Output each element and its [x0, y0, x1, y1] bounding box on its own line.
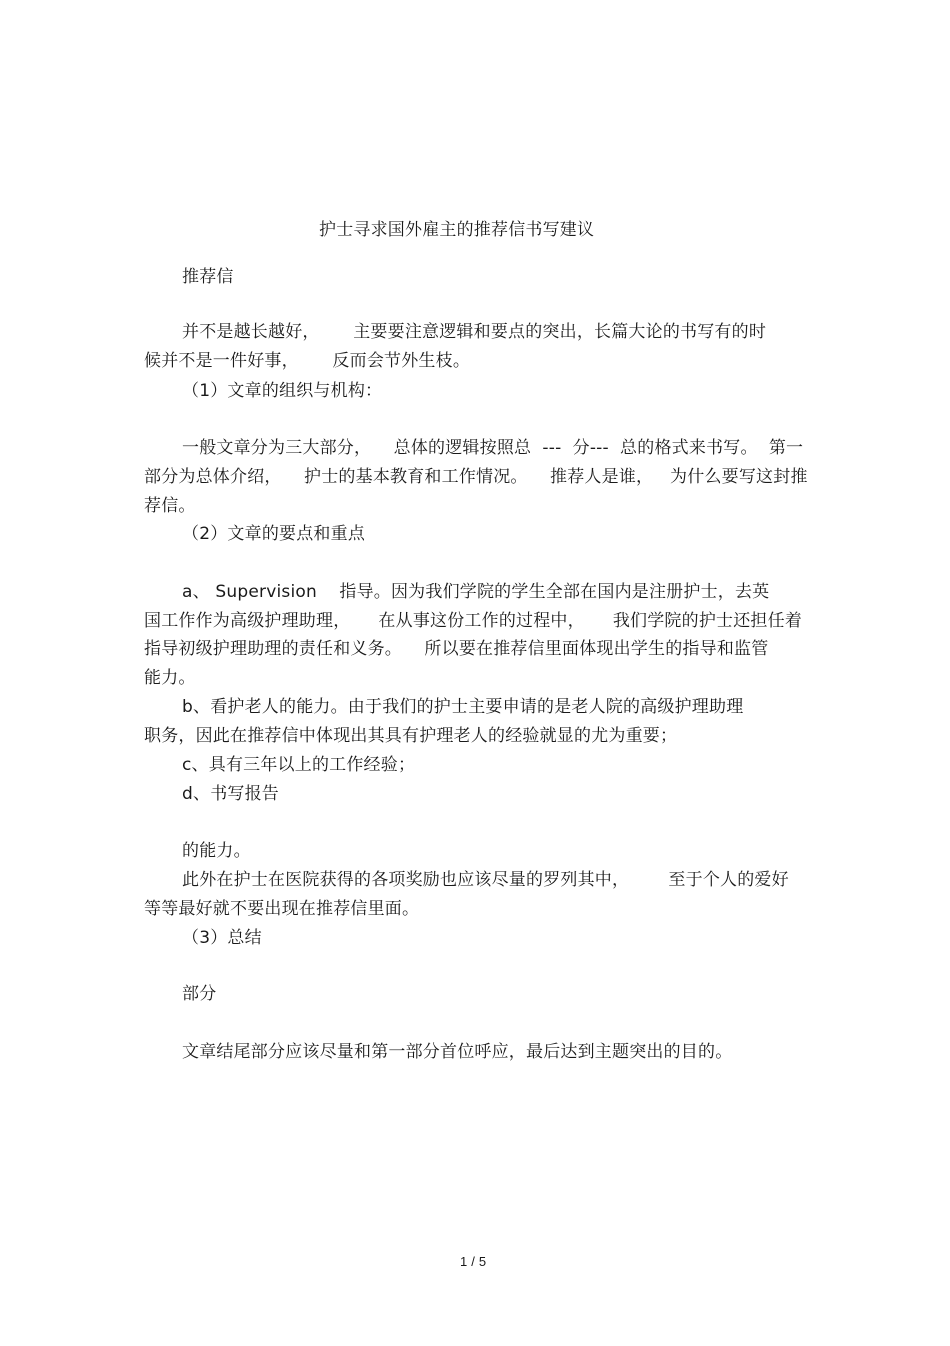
paragraph-line: 的能力。 — [182, 841, 251, 861]
paragraph-line: 部分 — [182, 984, 217, 1004]
paragraph-line: 职务，因此在推荐信中体现出其具有护理老人的经验就显的尤为重要； — [144, 726, 678, 746]
paragraph-line: 荐信。 — [144, 496, 196, 516]
heading-recommendation-letter: 推荐信 — [182, 267, 234, 287]
paragraph-line: 文章结尾部分应该尽量和第一部分首位呼应，最后达到主题突出的目的。 — [182, 1042, 733, 1062]
list-item-a: a、 Supervision 指导。因为我们学院的学生全部在国内是注册护士，去英 — [182, 582, 770, 602]
paragraph-line: 国工作作为高级护理助理， 在从事这份工作的过程中， 我们学院的护士还担任着 — [144, 611, 803, 631]
paragraph-line: 指导初级护理助理的责任和义务。 所以要在推荐信里面体现出学生的指导和监管 — [144, 639, 769, 659]
paragraph-line: 候并不是一件好事， 反而会节外生枝。 — [144, 351, 471, 371]
list-item-d: d、书写报告 — [182, 784, 279, 804]
paragraph-line: 能力。 — [144, 668, 196, 688]
paragraph-line: 并不是越长越好， 主要要注意逻辑和要点的突出，长篇大论的书写有的时 — [182, 322, 767, 342]
paragraph-line: 一般文章分为三大部分， 总体的逻辑按照总 --- 分--- 总的格式来书写。 第一 — [182, 438, 804, 458]
paragraph-line: 部分为总体介绍， 护士的基本教育和工作情况。 推荐人是谁， 为什么要写这封推 — [144, 467, 808, 487]
document-title: 护士寻求国外雇主的推荐信书写建议 — [319, 220, 595, 240]
paragraph-line: 等等最好就不要出现在推荐信里面。 — [144, 899, 420, 919]
list-item-b: b、看护老人的能力。由于我们的护士主要申请的是老人院的高级护理助理 — [182, 697, 744, 717]
list-item-c: c、具有三年以上的工作经验； — [182, 755, 416, 775]
section-heading-3: （3）总结 — [182, 928, 262, 948]
paragraph-line: 此外在护士在医院获得的各项奖励也应该尽量的罗列其中， 至于个人的爱好 — [182, 870, 789, 890]
section-heading-2: （2）文章的要点和重点 — [182, 524, 366, 544]
page-number: 1 / 5 — [460, 1254, 487, 1269]
section-heading-1: （1）文章的组织与机构： — [182, 381, 383, 401]
